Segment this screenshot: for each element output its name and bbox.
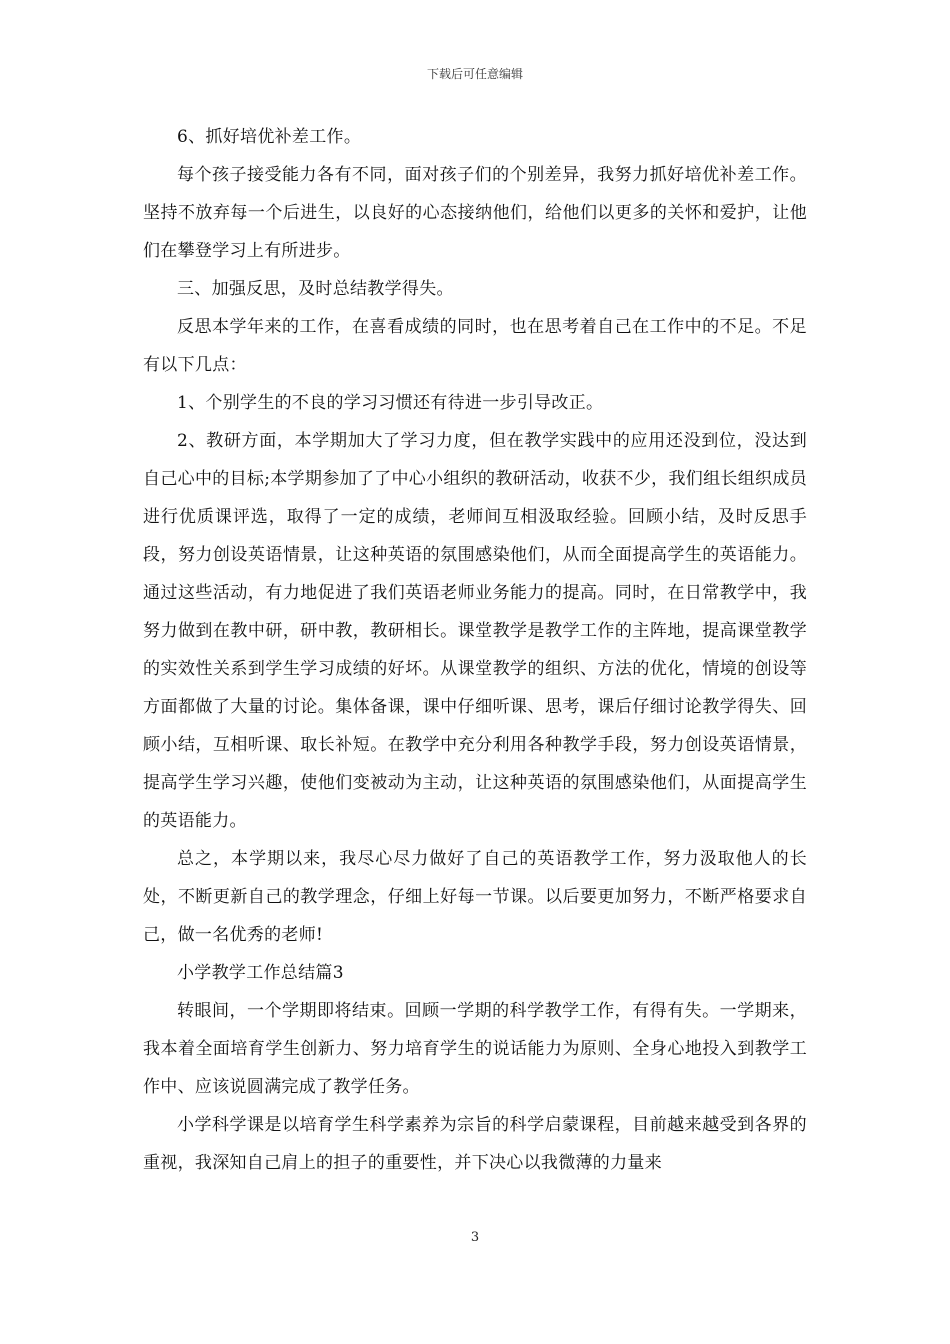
paragraph: 每个孩子接受能力各有不同，面对孩子们的个别差异，我努力抓好培优补差工作。坚持不放弃每一个后进生，以良好的心态接纳他们，给他们以更多的关怀和爱护，让他们在攀登学习上有所进步。	[143, 165, 807, 261]
paragraph: 转眼间，一个学期即将结束。回顾一学期的科学教学工作，有得有失。一学期来，我本着全面培育学生创新力、努力培育学生的说话能力为原则、全身心地投入到教学工作中、应该说圆满完成了教学任务。	[143, 1001, 807, 1097]
paragraph: 2、教研方面，本学期加大了学习力度，但在教学实践中的应用还没到位，没达到自己心中的目标;本学期参加了了中心小组织的教研活动，收获不少，我们组长组织成员进行优质课评选，取得了一定的成绩，老师间互相汲取经验。回顾小结，及时反思手段，努力创设英语情景，让这种英语的氛围感染他们，从而全面提高学生的英语能力。通过这些活动，有力地促进了我们英语老师业务能力的提高。同时，在日常教学中，我努力做到在教中研，研中教，教研相长。课堂教学是教学工作的主阵地，提高课堂教学的实效性关系到学生学习成绩的好坏。从课堂教学的组织、方法的优化，情境的创设等方面都做了大量的讨论。集体备课，课中仔细听课、思考，课后仔细讨论教学得失、回顾小结，互相听课、取长补短。在教学中充分利用各种教学手段，努力创设英语情景，提高学生学习兴趣，使他们变被动为主动，让这种英语的氛围感染他们，从面提高学生的英语能力。	[143, 431, 807, 831]
paragraph: 三、加强反思，及时总结教学得失。	[177, 279, 454, 299]
section-title: 小学教学工作总结篇3	[177, 963, 344, 983]
paragraph: 总之，本学期以来，我尽心尽力做好了自己的英语教学工作，努力汲取他人的长处，不断更新自己的教学理念，仔细上好每一节课。以后要更加努力，不断严格要求自己，做一名优秀的老师!	[143, 849, 807, 945]
page-header-note: 下载后可任意编辑	[426, 67, 523, 81]
paragraph: 1、个别学生的不良的学习习惯还有待进一步引导改正。	[177, 393, 604, 413]
document-body	[143, 118, 807, 1182]
paragraph: 小学科学课是以培育学生科学素养为宗旨的科学启蒙课程，目前越来越受到各界的重视，我深知自己肩上的担子的重要性，并下决心以我微薄的力量来	[143, 1115, 807, 1173]
paragraph: 反思本学年来的工作，在喜看成绩的同时，也在思考着自己在工作中的不足。不足有以下几点：	[143, 317, 807, 375]
paragraph: 6、抓好培优补差工作。	[177, 127, 362, 147]
page-number: 3	[470, 1230, 480, 1245]
